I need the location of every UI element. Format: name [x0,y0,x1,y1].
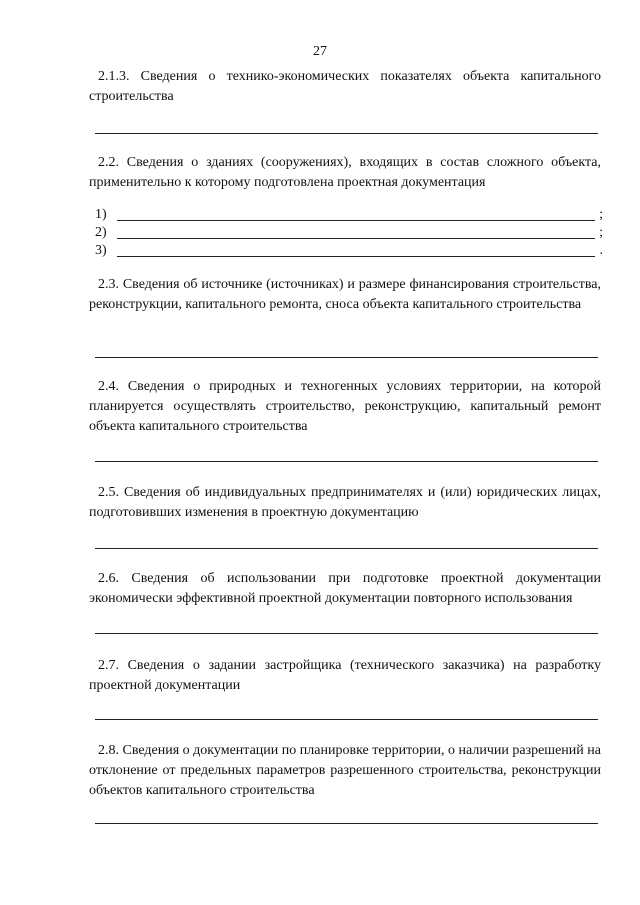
section-2-6-fill-line[interactable] [95,633,598,634]
list-item-fill-line[interactable] [117,256,595,257]
section-2-8-heading: 2.8. Сведения о документации по планировке территории, о наличии разрешений на отклонение от предельных параметров разрешенного строительства, реконструкции объектов капитального строительства [89,743,601,798]
section-2-1-3-heading: 2.1.3. Сведения о технико-экономических показателях объекта капитального строительства [89,69,601,104]
list-item-punctuation: ; [599,225,603,240]
section-2-4-fill-line[interactable] [95,461,598,462]
section-2-6-heading: 2.6. Сведения об использовании при подготовке проектной документации экономически эффективной проектной документации повторного использования [89,571,601,606]
section-2-2-heading: 2.2. Сведения о зданиях (сооружениях), входящих в состав сложного объекта, применительно к которому подготовлена проектная документация [89,155,601,190]
section-2-7-fill-line[interactable] [95,719,598,720]
building-list-item-2[interactable] [95,224,603,242]
section-2-3-fill-line[interactable] [95,357,598,358]
list-item-punctuation: . [599,243,603,258]
section-2-5-heading: 2.5. Сведения об индивидуальных предпринимателях и (или) юридических лицах, подготовивших изменения в проектную документацию [89,485,601,520]
list-item-number: 1) [95,207,107,222]
section-2-3-heading: 2.3. Сведения об источнике (источниках) и размере финансирования строительства, реконструкции, капитального ремонта, сноса объекта капитального строительства [89,277,601,312]
section-2-5-fill-line[interactable] [95,548,598,549]
page-number: 27 [313,44,327,59]
list-item-number: 3) [95,243,107,258]
building-list-item-3[interactable] [95,242,603,260]
building-list-item-1[interactable] [95,206,603,224]
section-2-1-3-fill-line[interactable] [95,133,598,134]
list-item-fill-line[interactable] [117,238,595,239]
section-2-7-heading: 2.7. Сведения о задании застройщика (технического заказчика) на разработку проектной документации [89,658,601,693]
section-2-4-heading: 2.4. Сведения о природных и техногенных условиях территории, на которой планируется осуществлять строительство, реконструкцию, капитальный ремонт объекта капитального строительства [89,379,601,434]
list-item-fill-line[interactable] [117,220,595,221]
section-2-8-fill-line[interactable] [95,823,598,824]
list-item-punctuation: ; [599,207,603,222]
list-item-number: 2) [95,225,107,240]
